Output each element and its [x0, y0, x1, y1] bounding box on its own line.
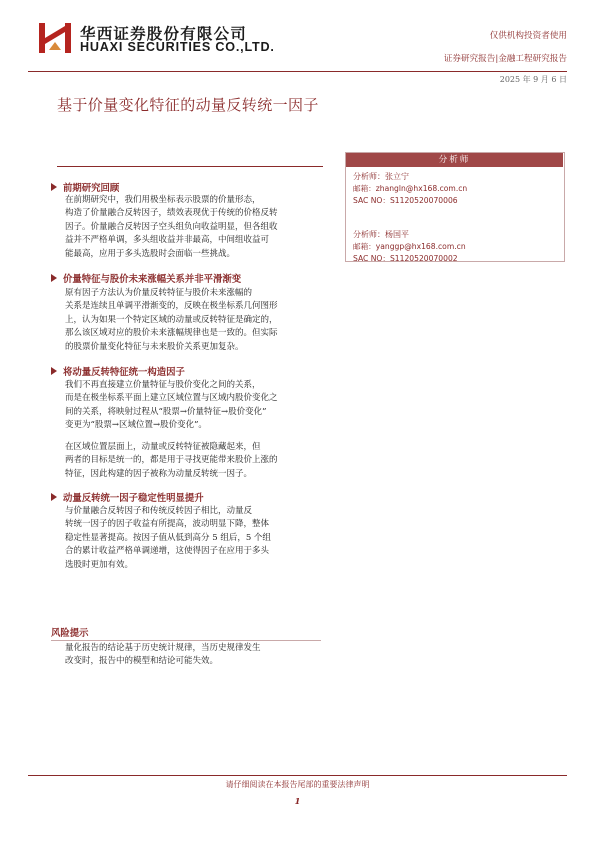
section-paragraph: 与价量融合反转因子和传统反转因子相比，动量反 转统一因子的因子收益有所提高，波动明显下降，整体 稳定性显著提高。按因子值从低到高分 5 组后，5 个组 合的累计收益严格单调递增，这使得因子在应用于多头 选股时更加有效。: [65, 506, 271, 570]
company-name-en: HUAXI SECURITIES CO.,LTD.: [80, 40, 275, 54]
section-heading: 将动量反转特征统一构造因子: [51, 364, 185, 378]
analyst-name: 分析师：杨国平: [353, 230, 409, 239]
section-heading: 前期研究回顾: [51, 180, 119, 194]
report-type: 证券研究报告|金融工程研究报告: [443, 54, 567, 64]
audience-note: 仅供机构投资者使用: [489, 31, 567, 41]
huaxi-logo-icon: [38, 20, 72, 54]
risk-divider: [51, 640, 321, 641]
section-paragraph: 在前期研究中，我们用极坐标表示股票的价量形态， 构造了价量融合反转因子，绩效表现优于传统的价格反转 因子。价量融合反转因子空头组负向收益明显，但各组收 益并不严格单调，多头组收益并非最高，中间组收益可 能最高，应用于多头选股时会面临一些挑战。: [65, 195, 278, 259]
section-paragraph: 在区域位置层面上，动量或反转特征被隐藏起来，但 两者的目标是统一的，都是用于寻找更能带来股价上涨的 特征，因此构建的因子被称为动量反转统一因子。: [65, 442, 278, 479]
footer-divider: [28, 775, 567, 776]
analyst-sac: SAC NO：S1120520070006: [353, 196, 458, 205]
analyst-box-header: 分析师: [346, 153, 563, 167]
company-name-cn: 华西证券股份有限公司: [80, 25, 248, 43]
report-title: 基于价量变化特征的动量反转统一因子: [57, 96, 319, 114]
header-divider: [28, 71, 567, 72]
analyst-sac: SAC NO：S1120520070002: [353, 254, 458, 263]
section-heading: 价量特征与股价未来涨幅关系并非平滑渐变: [51, 271, 241, 285]
report-date: 2025 年 9 月 6 日: [499, 75, 567, 84]
section-paragraph: 原有因子方法认为价量反转特征与股价未来涨幅的 关系是连续且单调平滑渐变的，反映在极坐标系几何图形 上，认为如果一个特定区域的动量或反转特征是确定的， 那么该区域对应的股价未来涨幅规律也是一致的。但实际 的股票价量变化特征与未来股价关系更加复杂。: [65, 288, 278, 352]
triangle-bullet-icon: [51, 493, 57, 501]
analyst-name: 分析师：张立宁: [353, 172, 409, 181]
risk-paragraph: 量化报告的结论基于历史统计规律，当历史规律发生 改变时，报告中的模型和结论可能失效。: [65, 643, 261, 667]
analyst-email[interactable]: 邮箱：yanggp@hx168.com.cn: [353, 242, 466, 251]
title-divider: [57, 166, 323, 167]
analyst-email[interactable]: 邮箱：zhangln@hx168.com.cn: [353, 184, 468, 193]
section-paragraph: 我们不再直接建立价量特征与股价变化之间的关系， 而是在极坐标系平面上建立区域位置与区域内股价变化之 间的关系，将映射过程从“股票→价量特征→股价变化” 变更为“股票→区域位置→股价变化”。: [65, 380, 278, 431]
risk-heading: 风险提示: [51, 628, 89, 639]
page-number: 1: [294, 797, 301, 807]
triangle-bullet-icon: [51, 183, 57, 191]
triangle-bullet-icon: [51, 274, 57, 282]
section-heading: 动量反转统一因子稳定性明显提升: [51, 490, 204, 504]
triangle-bullet-icon: [51, 367, 57, 375]
footer-legal-note[interactable]: 请仔细阅读在本报告尾部的重要法律声明: [225, 780, 370, 789]
